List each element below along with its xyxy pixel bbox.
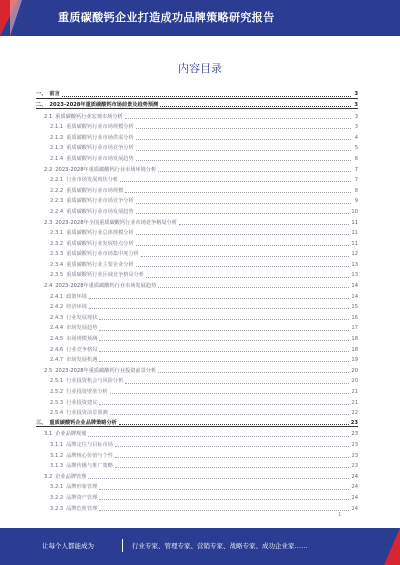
toc-entry-number: 2.2 bbox=[44, 166, 53, 173]
toc-entry-number: 3.1 bbox=[44, 431, 53, 438]
toc-entry[interactable] bbox=[36, 321, 358, 332]
toc-entry-number: 2.4.1 bbox=[50, 293, 64, 300]
toc-entry-page: 3 bbox=[354, 101, 358, 108]
toc-entry[interactable] bbox=[36, 363, 358, 374]
toc-leader-dots bbox=[115, 457, 349, 458]
toc-entry-title: 重质碳酸钙行业发展特点分析 bbox=[66, 240, 134, 247]
toc-entry-number: 2.3 bbox=[44, 219, 53, 226]
toc-entry[interactable] bbox=[36, 480, 358, 491]
toc-entry-number: 2.2.1 bbox=[50, 177, 64, 184]
toc-entry[interactable] bbox=[36, 173, 358, 184]
toc-entry-title: 重质碳酸钙行业宏观市场分析 bbox=[55, 113, 123, 120]
toc-entry-title: 2023-2028年全国重质碳酸钙行业市场竞争格局分析 bbox=[55, 219, 177, 226]
toc-leader-dots bbox=[136, 128, 351, 129]
toc-entry-number: 2.3.4 bbox=[50, 261, 64, 268]
toc-entry-title: 重质碳酸钙行业市场集中度分析 bbox=[66, 251, 139, 258]
toc-entry-title: 经济环境 bbox=[66, 304, 87, 311]
toc-entry-number: 2.5.3 bbox=[50, 399, 64, 406]
toc-entry-page: 24 bbox=[351, 505, 358, 512]
toc-entry-number: 2.1.4 bbox=[50, 155, 64, 162]
table-of-contents bbox=[36, 88, 358, 512]
toc-entry-title: 行业市场发展现状分析 bbox=[66, 177, 119, 184]
toc-entry-number: 2.1 bbox=[44, 113, 53, 120]
toc-entry-title: 前言 bbox=[49, 91, 60, 98]
toc-entry-title: 2023-2028年重质碳酸钙市场前景及趋势预测 bbox=[49, 101, 159, 108]
toc-entry-number: 2.4 bbox=[44, 283, 53, 290]
toc-entry-number: 2.3.1 bbox=[50, 230, 64, 237]
toc-entry-title: 行业投资机会与风险分析 bbox=[66, 378, 124, 385]
toc-entry-title: 品牌危机管理 bbox=[66, 505, 98, 512]
toc-entry-page: 18 bbox=[351, 336, 358, 343]
toc-entry[interactable] bbox=[36, 353, 358, 364]
toc-entry[interactable] bbox=[36, 469, 358, 480]
footer-slogan-left: 让每个人都能成为 bbox=[42, 542, 94, 550]
header-banner bbox=[0, 0, 400, 36]
toc-entry-number: 2.2.4 bbox=[50, 208, 64, 215]
toc-entry-title: 行业投资建议 bbox=[66, 399, 98, 406]
toc-entry-title: 重质碳酸钙行业主要企业分析 bbox=[66, 261, 134, 268]
toc-leader-dots bbox=[99, 404, 349, 405]
toc-entry-page: 11 bbox=[351, 240, 358, 247]
toc-entry-number: 一、 bbox=[36, 91, 47, 98]
toc-entry-title: 品牌核心价值与个性 bbox=[66, 452, 113, 459]
toc-leader-dots bbox=[99, 340, 349, 341]
toc-entry-number: 2.3.2 bbox=[50, 240, 64, 247]
toc-entry-number: 2.4.6 bbox=[50, 346, 64, 353]
toc-entry[interactable] bbox=[36, 109, 358, 120]
toc-entry-number: 2.3.5 bbox=[50, 272, 64, 279]
toc-entry-page: 5 bbox=[354, 145, 358, 152]
toc-entry-page: 18 bbox=[351, 346, 358, 353]
toc-entry-number: 3.1.2 bbox=[50, 452, 64, 459]
toc-leader-dots bbox=[160, 106, 351, 107]
toc-heading: 内容目录 bbox=[178, 62, 222, 75]
toc-entry-title: 重质碳酸钙行业区域竞争格局分析 bbox=[66, 272, 145, 279]
toc-entry-number: 2.1.2 bbox=[50, 134, 64, 141]
toc-entry-title: 重质碳酸钙企业品牌策略分析 bbox=[49, 419, 117, 426]
toc-entry-number: 2.1.1 bbox=[50, 124, 64, 131]
toc-leader-dots bbox=[158, 372, 349, 373]
toc-entry-page: 23 bbox=[351, 452, 358, 459]
toc-entry[interactable] bbox=[36, 342, 358, 353]
toc-entry[interactable] bbox=[36, 385, 358, 396]
toc-leader-dots bbox=[146, 277, 349, 278]
toc-leader-dots bbox=[110, 414, 350, 415]
header-accent-stripe bbox=[10, 0, 22, 36]
toc-entry-number: 2.4.7 bbox=[50, 357, 64, 364]
toc-entry-page: 13 bbox=[351, 272, 358, 279]
toc-leader-dots bbox=[99, 510, 349, 511]
toc-entry-page: 14 bbox=[351, 283, 358, 290]
toc-entry[interactable] bbox=[36, 247, 358, 258]
toc-entry[interactable] bbox=[36, 332, 358, 343]
toc-entry[interactable] bbox=[36, 258, 358, 269]
toc-entry-page: 6 bbox=[354, 155, 358, 162]
toc-entry-page: 14 bbox=[351, 293, 358, 300]
toc-entry-page: 23 bbox=[350, 419, 358, 426]
toc-entry-title: 重质碳酸钙行业市场规模 bbox=[66, 187, 124, 194]
toc-leader-dots bbox=[89, 298, 349, 299]
toc-entry[interactable] bbox=[36, 236, 358, 247]
toc-entry-number: 2.2.3 bbox=[50, 198, 64, 205]
toc-entry-page: 23 bbox=[351, 431, 358, 438]
toc-entry-page: 11 bbox=[351, 230, 358, 237]
toc-entry-number: 3.2.3 bbox=[50, 505, 64, 512]
toc-leader-dots bbox=[125, 192, 351, 193]
toc-entry-number: 2.4.2 bbox=[50, 304, 64, 311]
page-number: 1 bbox=[338, 512, 342, 518]
toc-entry-page: 23 bbox=[351, 463, 358, 470]
toc-entry[interactable] bbox=[36, 459, 358, 470]
toc-entry[interactable] bbox=[36, 99, 358, 110]
toc-leader-dots bbox=[110, 393, 350, 394]
toc-entry-number: 2.4.4 bbox=[50, 325, 64, 332]
toc-entry[interactable] bbox=[36, 427, 358, 438]
toc-leader-dots bbox=[136, 139, 351, 140]
toc-entry-title: 行业投资前景预测 bbox=[66, 410, 108, 417]
toc-entry-title: 企业品牌规划 bbox=[55, 431, 87, 438]
toc-entry-number: 3.2.2 bbox=[50, 494, 64, 501]
toc-entry-page: 24 bbox=[351, 473, 358, 480]
toc-entry-title: 市场规模预测 bbox=[66, 336, 98, 343]
toc-entry-number: 2.4.5 bbox=[50, 336, 64, 343]
toc-leader-dots bbox=[158, 171, 351, 172]
toc-entry-page: 24 bbox=[351, 494, 358, 501]
toc-entry-page: 24 bbox=[351, 484, 358, 491]
toc-entry-title: 2023-2028年重质碳酸钙行业市场发展趋势 bbox=[55, 283, 157, 290]
toc-entry-page: 7 bbox=[354, 177, 358, 184]
toc-entry-title: 品牌定位与目标市场 bbox=[66, 441, 113, 448]
toc-entry-title: 品牌资产管理 bbox=[66, 494, 98, 501]
toc-entry-title: 2023-2028年重质碳酸钙行业投资前景分析 bbox=[55, 367, 157, 374]
toc-entry-number: 2.3.3 bbox=[50, 251, 64, 258]
toc-entry-number: 2.5.1 bbox=[50, 378, 64, 385]
toc-entry[interactable] bbox=[36, 130, 358, 141]
toc-entry-page: 7 bbox=[354, 166, 358, 173]
toc-entry-title: 重质碳酸钙行业市场规模分析 bbox=[66, 124, 134, 131]
toc-entry[interactable] bbox=[36, 88, 358, 99]
toc-entry-number: 三、 bbox=[36, 419, 47, 426]
toc-entry-title: 政策环境 bbox=[66, 293, 87, 300]
toc-entry[interactable] bbox=[36, 152, 358, 163]
toc-entry-title: 品牌传播与推广策略 bbox=[66, 463, 113, 470]
toc-entry[interactable] bbox=[36, 501, 358, 512]
toc-leader-dots bbox=[141, 256, 350, 257]
toc-leader-dots bbox=[115, 446, 349, 447]
toc-entry-page: 19 bbox=[351, 357, 358, 364]
toc-entry[interactable] bbox=[36, 491, 358, 502]
toc-entry[interactable] bbox=[36, 279, 358, 290]
footer-banner bbox=[0, 528, 400, 565]
toc-leader-dots bbox=[99, 351, 349, 352]
toc-entry-title: 行业发展现状 bbox=[66, 314, 98, 321]
toc-entry-page: 20 bbox=[351, 367, 358, 374]
toc-entry-number: 3.2.1 bbox=[50, 484, 64, 491]
toc-entry-page: 10 bbox=[351, 208, 358, 215]
toc-entry-title: 重质碳酸钙行业市场竞争分析 bbox=[66, 198, 134, 205]
toc-entry[interactable] bbox=[36, 416, 358, 427]
toc-entry-title: 市场发展机遇 bbox=[66, 357, 98, 364]
toc-entry-page: 15 bbox=[351, 304, 358, 311]
toc-entry-title: 重质碳酸钙行业市场发展趋势 bbox=[66, 155, 134, 162]
toc-leader-dots bbox=[88, 436, 349, 437]
toc-entry[interactable] bbox=[36, 120, 358, 131]
toc-entry[interactable] bbox=[36, 226, 358, 237]
toc-entry-page: 17 bbox=[351, 325, 358, 332]
toc-leader-dots bbox=[136, 234, 350, 235]
toc-leader-dots bbox=[99, 499, 349, 500]
toc-entry[interactable] bbox=[36, 183, 358, 194]
toc-leader-dots bbox=[99, 330, 349, 331]
toc-entry[interactable] bbox=[36, 205, 358, 216]
toc-leader-dots bbox=[99, 319, 349, 320]
toc-entry-number: 3.2 bbox=[44, 473, 53, 480]
toc-entry-number: 3.1.3 bbox=[50, 463, 64, 470]
toc-leader-dots bbox=[136, 266, 350, 267]
toc-entry-page: 8 bbox=[354, 187, 358, 194]
toc-leader-dots bbox=[136, 203, 351, 204]
toc-entry[interactable] bbox=[36, 406, 358, 417]
toc-leader-dots bbox=[89, 308, 349, 309]
toc-entry-number: 二、 bbox=[36, 101, 47, 108]
footer-slogan-right: 行业专家、管理专家、营销专家、战略专家、成功企业家…… bbox=[132, 542, 308, 550]
toc-entry[interactable] bbox=[36, 448, 358, 459]
toc-entry-number: 2.1.3 bbox=[50, 145, 64, 152]
toc-entry-page: 20 bbox=[351, 378, 358, 385]
toc-entry-title: 重质碳酸钙行业市场竞争分析 bbox=[66, 145, 134, 152]
toc-entry-number: 2.5 bbox=[44, 367, 53, 374]
footer-divider bbox=[122, 539, 123, 552]
toc-entry-page: 21 bbox=[351, 389, 358, 396]
toc-entry-page: 9 bbox=[354, 198, 358, 205]
toc-leader-dots bbox=[88, 478, 349, 479]
toc-leader-dots bbox=[115, 467, 349, 468]
toc-entry-number: 2.2.2 bbox=[50, 187, 64, 194]
toc-entry[interactable] bbox=[36, 194, 358, 205]
toc-entry[interactable] bbox=[36, 215, 358, 226]
toc-entry-title: 重质碳酸钙行业市场供需分析 bbox=[66, 134, 134, 141]
footer-red-stripe bbox=[384, 528, 400, 565]
toc-entry-title: 重质碳酸钙行业市场发展趋势 bbox=[66, 208, 134, 215]
toc-entry[interactable] bbox=[36, 268, 358, 279]
toc-entry[interactable] bbox=[36, 310, 358, 321]
toc-entry-number: 2.5.4 bbox=[50, 410, 64, 417]
toc-entry-page: 3 bbox=[354, 113, 358, 120]
toc-entry-page: 4 bbox=[354, 134, 358, 141]
toc-leader-dots bbox=[125, 118, 351, 119]
toc-entry[interactable] bbox=[36, 162, 358, 173]
toc-leader-dots bbox=[136, 213, 350, 214]
report-title: 重质碳酸钙企业打造成功品牌策略研究报告 bbox=[58, 11, 275, 24]
toc-entry-title: 重质碳酸钙行业总体规模分析 bbox=[66, 230, 134, 237]
toc-entry-number: 2.5.2 bbox=[50, 389, 64, 396]
toc-entry[interactable] bbox=[36, 289, 358, 300]
toc-leader-dots bbox=[136, 245, 350, 246]
toc-entry-page: 21 bbox=[351, 399, 358, 406]
toc-leader-dots bbox=[62, 96, 351, 97]
toc-entry-page: 13 bbox=[351, 261, 358, 268]
toc-entry-page: 23 bbox=[351, 441, 358, 448]
toc-leader-dots bbox=[99, 489, 349, 490]
toc-entry-page: 16 bbox=[351, 314, 358, 321]
toc-leader-dots bbox=[119, 424, 349, 425]
toc-entry-title: 市场发展趋势 bbox=[66, 325, 98, 332]
toc-entry-page: 22 bbox=[351, 410, 358, 417]
toc-leader-dots bbox=[136, 160, 351, 161]
toc-entry-title: 行业投资壁垒分析 bbox=[66, 389, 108, 396]
toc-leader-dots bbox=[125, 383, 349, 384]
toc-entry-title: 企业品牌管理 bbox=[55, 473, 87, 480]
toc-entry-page: 3 bbox=[354, 91, 358, 98]
toc-entry-number: 3.1.1 bbox=[50, 441, 64, 448]
toc-entry-title: 2023-2028年重质碳酸钙行业市场环境分析 bbox=[55, 166, 157, 173]
toc-leader-dots bbox=[158, 287, 349, 288]
toc-entry[interactable] bbox=[36, 141, 358, 152]
toc-entry[interactable] bbox=[36, 438, 358, 449]
toc-entry-page: 12 bbox=[351, 251, 358, 258]
toc-entry-number: 2.4.3 bbox=[50, 314, 64, 321]
toc-entry[interactable] bbox=[36, 395, 358, 406]
toc-leader-dots bbox=[136, 150, 351, 151]
toc-entry-page: 11 bbox=[351, 219, 358, 226]
toc-leader-dots bbox=[120, 181, 351, 182]
toc-entry-page: 3 bbox=[354, 124, 358, 131]
toc-leader-dots bbox=[179, 224, 349, 225]
toc-entry[interactable] bbox=[36, 300, 358, 311]
toc-entry[interactable] bbox=[36, 374, 358, 385]
toc-leader-dots bbox=[99, 361, 349, 362]
toc-entry-title: 行业竞争格局 bbox=[66, 346, 98, 353]
toc-entry-title: 品牌形象管理 bbox=[66, 484, 98, 491]
